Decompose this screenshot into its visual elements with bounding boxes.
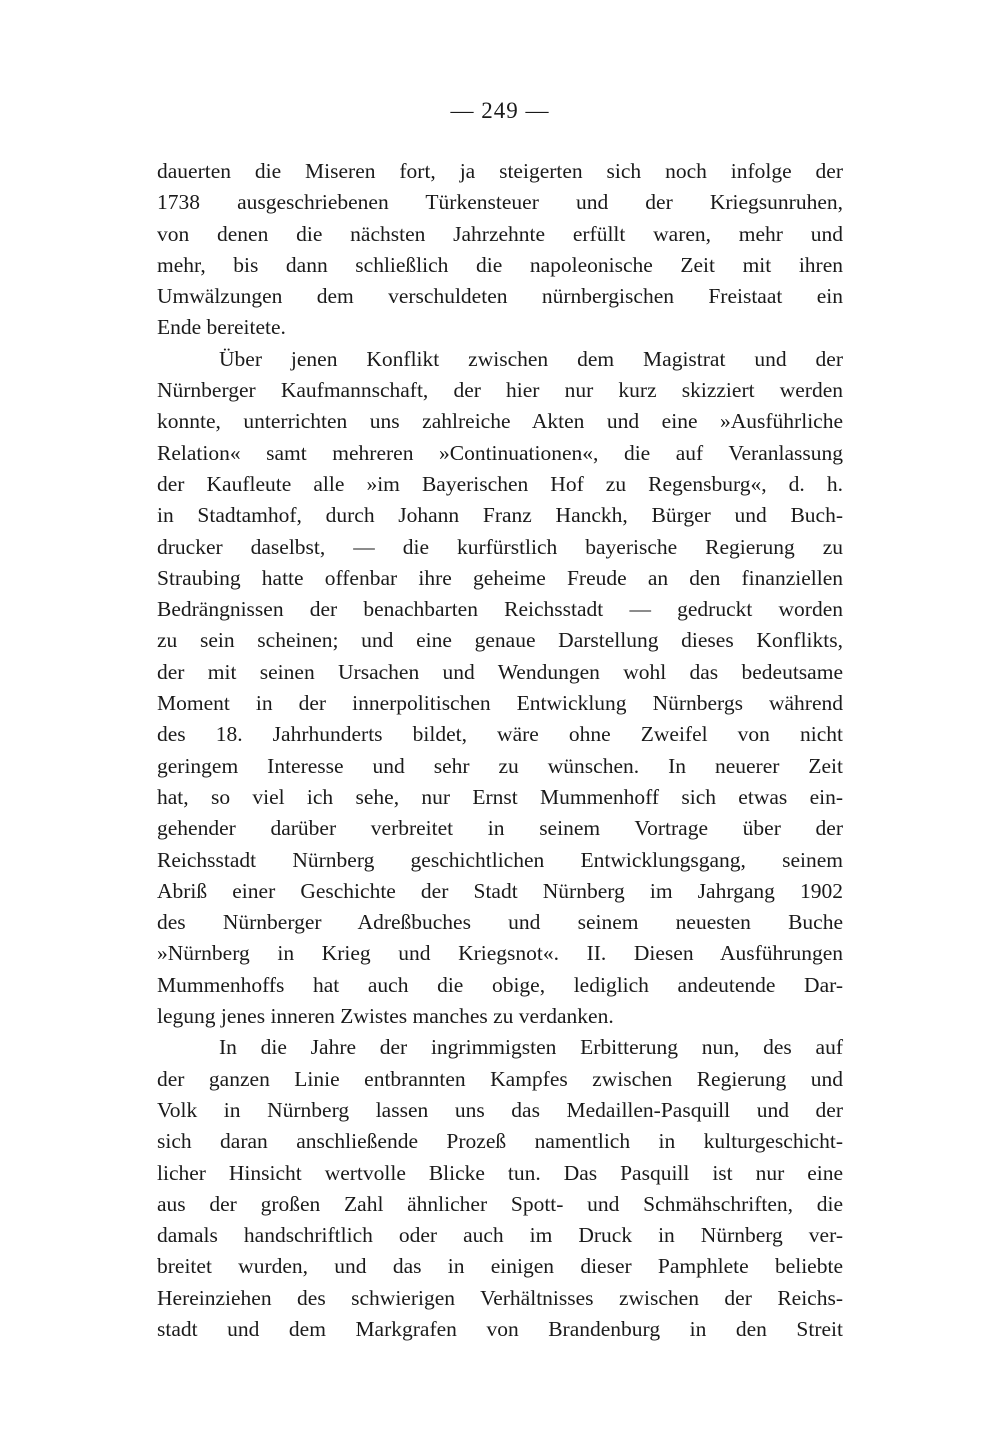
text-line: Straubing hatte offenbar ihre geheime Freude an den finanziellen	[157, 565, 843, 590]
text-line: »Nürnberg in Krieg und Kriegsnot«. II. Diesen Ausführungen	[157, 941, 843, 966]
text-line: aus der großen Zahl ähnlicher Spott- und Schmähschriften, die	[157, 1191, 843, 1216]
text-line: Reichsstadt Nürnberg geschichtlichen Entwicklungsgang, seinem	[157, 847, 843, 872]
text-line: des 18. Jahrhunderts bildet, wäre ohne Zweifel von nicht	[157, 722, 843, 747]
text-line: 1738 ausgeschriebenen Türkensteuer und der Kriegsunruhen,	[157, 190, 843, 215]
text-line: hat, so viel ich sehe, nur Ernst Mummenhoff sich etwas ein-	[157, 784, 843, 809]
text-line: der mit seinen Ursachen und Wendungen wohl das bedeutsame	[157, 659, 843, 684]
text-line: von denen die nächsten Jahrzehnte erfüllt waren, mehr und	[157, 221, 843, 246]
text-line: in Stadtamhof, durch Johann Franz Hanckh, Bürger und Buch-	[157, 503, 843, 528]
text-line: Bedrängnissen der benachbarten Reichsstadt — gedruckt worden	[157, 597, 843, 622]
page-number: — 249 —	[450, 98, 550, 123]
text-line: drucker daselbst, — die kurfürstlich bayerische Regierung zu	[157, 534, 843, 559]
text-line: Umwälzungen dem verschuldeten nürnbergischen Freistaat ein	[157, 284, 843, 309]
text-line: des Nürnberger Adreßbuches und seinem neuesten Buche	[157, 910, 843, 935]
text-line: mehr, bis dann schließlich die napoleonische Zeit mit ihren	[157, 252, 843, 277]
text-line: legung jenes inneren Zwistes manches zu verdanken.	[157, 1004, 614, 1029]
text-line: Hereinziehen des schwierigen Verhältnisses zwischen der Reichs-	[157, 1285, 843, 1310]
text-line: Abriß einer Geschichte der Stadt Nürnberg im Jahrgang 1902	[157, 878, 843, 903]
text-line: gehender darüber verbreitet in seinem Vortrage über der	[157, 816, 843, 841]
text-line: Relation« samt mehreren »Continuationen«, die auf Veranlassung	[157, 440, 843, 465]
text-line: breitet wurden, und das in einigen dieser Pamphlete beliebte	[157, 1254, 843, 1279]
text-line: konnte, unterrichten uns zahlreiche Akten und eine »Ausführliche	[157, 409, 843, 434]
text-line: Nürnberger Kaufmannschaft, der hier nur kurz skizziert werden	[157, 378, 843, 403]
text-line: licher Hinsicht wertvolle Blicke tun. Das Pasquill ist nur eine	[157, 1160, 843, 1185]
text-line: Über jenen Konflikt zwischen dem Magistrat und der	[219, 346, 843, 371]
text-line: zu sein scheinen; und eine genaue Darstellung dieses Konflikts,	[157, 628, 843, 653]
text-line: damals handschriftlich oder auch im Druck in Nürnberg ver-	[157, 1223, 843, 1248]
text-line: Volk in Nürnberg lassen uns das Medaillen-Pasquill und der	[157, 1097, 843, 1122]
text-line: dauerten die Miseren fort, ja steigerten sich noch infolge der	[157, 159, 843, 183]
text-line: der Kaufleute alle »im Bayerischen Hof zu Regensburg«, d. h.	[157, 471, 843, 496]
text-line: stadt und dem Markgrafen von Brandenburg in den Streit	[157, 1316, 843, 1341]
body-text	[157, 156, 843, 1345]
text-line: geringem Interesse und sehr zu wünschen. In neuerer Zeit	[157, 753, 843, 778]
text-line: Mummenhoffs hat auch die obige, lediglich andeutende Dar-	[157, 972, 843, 997]
text-line: Ende bereitete.	[157, 315, 286, 340]
text-line: sich daran anschließende Prozeß namentlich in kulturgeschicht-	[157, 1129, 843, 1154]
text-line: der ganzen Linie entbrannten Kampfes zwischen Regierung und	[157, 1066, 843, 1091]
text-line: Moment in der innerpolitischen Entwicklung Nürnbergs während	[157, 691, 843, 716]
text-line: In die Jahre der ingrimmigsten Erbitterung nun, des auf	[219, 1035, 843, 1060]
